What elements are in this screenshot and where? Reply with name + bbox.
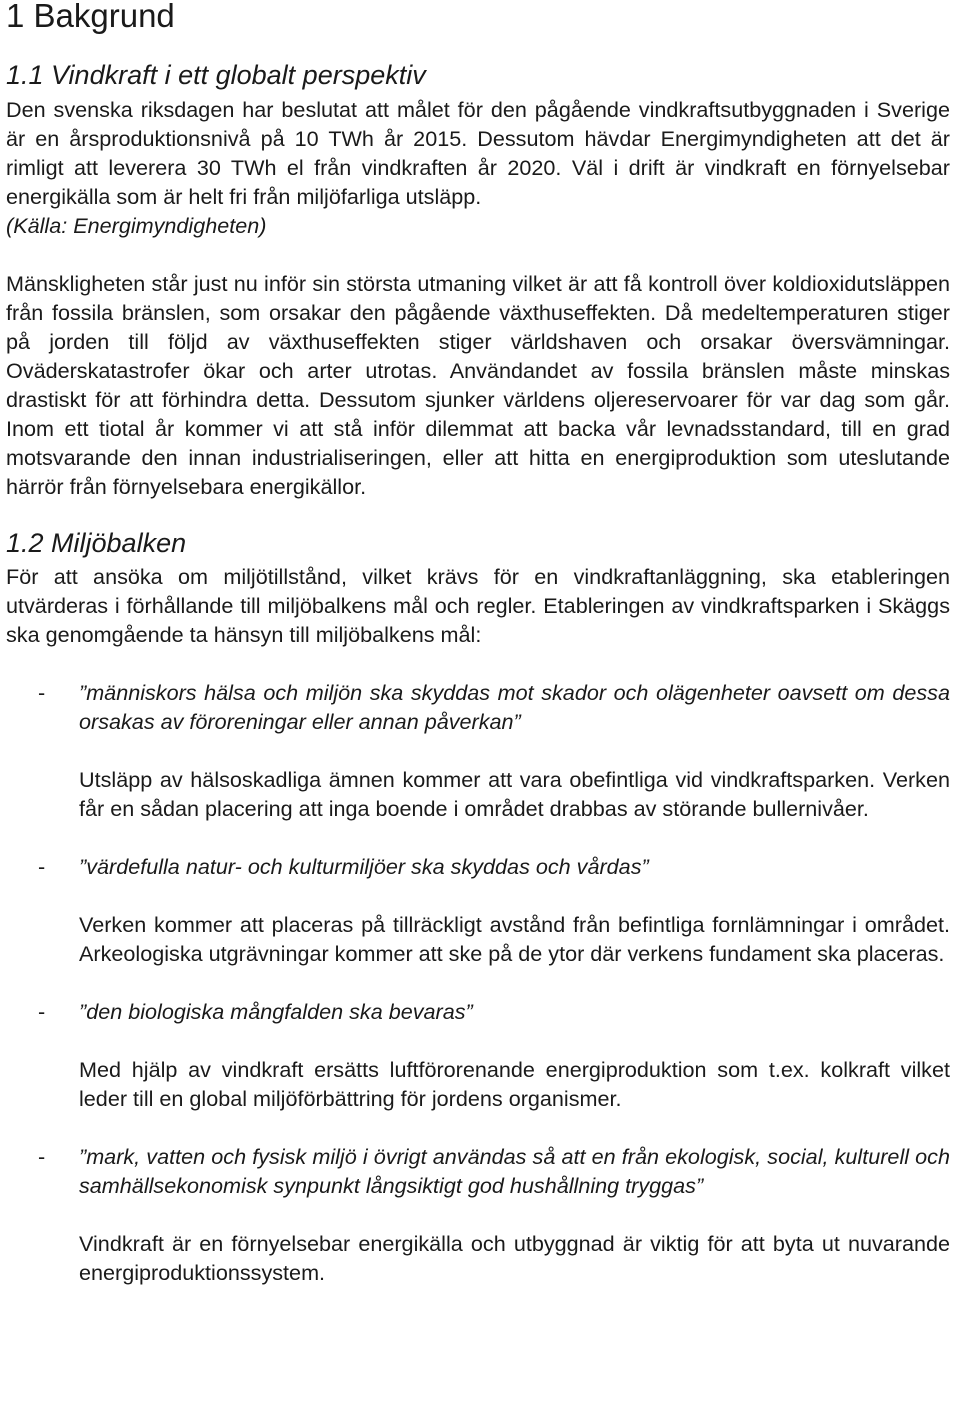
section-heading-global-perspective: 1.1 Vindkraft i ett globalt perspektiv bbox=[6, 60, 426, 90]
list-item bbox=[6, 852, 950, 968]
paragraph-climate-challenge: Mänskligheten står just nu inför sin största utmaning vilket är att få kontroll över koldioxidutsläppen från fossila bränslen, som orsakar den pågående växthuseffekten. Då medeltemperaturen stiger på jorden till följd av växthuseffekten stiger världshaven och orsakar översvämningar. Oväderskatastrofer ökar och arter utrotas. Användandet av fossila bränslen måste minskas drastiskt för att förhindra detta. Dessutom sjunker världens oljereservoarer för var dag som går. Inom ett tiotal år kommer vi att stå inför dilemmat att backa vår levnadsstandard, till en grad motsvarande den innan industrialiseringen, eller att hitta en energiproduktion som uteslutande härrör från förnyelsebara energikällor. bbox=[6, 271, 950, 499]
goal-quote: ”mark, vatten och fysisk miljö i övrigt användas så att en från ekologisk, social, kulturell och samhällsekonomisk synpunkt långsiktigt god hushållning tryggas” bbox=[79, 1144, 950, 1198]
goal-quote: ”värdefulla natur- och kulturmiljöer ska skyddas och vårdas” bbox=[79, 854, 649, 879]
goal-description: Utsläpp av hälsoskadliga ämnen kommer att vara obefintliga vid vindkraftsparken. Verken får en sådan placering att inga boende i området drabbas av störande bullernivåer. bbox=[79, 767, 950, 821]
bullet-dash: - bbox=[38, 999, 46, 1024]
list-item bbox=[6, 997, 950, 1113]
section-heading-miljobalken: 1.2 Miljöbalken bbox=[6, 528, 187, 558]
bullet-dash: - bbox=[38, 854, 46, 879]
goal-description: Verken kommer att placeras på tillräckligt avstånd från befintliga fornlämningar i området. Arkeologiska utgrävningar kommer att ske på de ytor där verkens fundament ska placeras. bbox=[79, 912, 950, 966]
goals-list bbox=[6, 678, 950, 1287]
paragraph-wind-targets: Den svenska riksdagen har beslutat att målet för den pågående vindkraftsutbyggnaden i Sverige är en årsproduktionsnivå på 10 TWh år 2015. Dessutom hävdar Energimyndigheten att det är rimligt att leverera 30 TWh el från vindkraften år 2020. Väl i drift är vindkraft en förnyelsebar energikälla som är helt fri från miljöfarliga utsläpp. bbox=[6, 97, 950, 209]
goal-quote: ”den biologiska mångfalden ska bevaras” bbox=[79, 999, 473, 1024]
goal-quote: ”människors hälsa och miljön ska skyddas mot skador och olägenheter oavsett om dessa orsakas av föroreningar eller annan påverkan” bbox=[79, 680, 950, 734]
list-item bbox=[6, 678, 950, 823]
source-citation: (Källa: Energimyndigheten) bbox=[6, 213, 267, 238]
chapter-heading: 1 Bakgrund bbox=[6, 0, 175, 34]
paragraph-permit-intro: För att ansöka om miljötillstånd, vilket krävs för en vindkraftanläggning, ska etableringen utvärderas i förhållande till miljöbalkens mål och regler. Etableringen av vindkraftsparken i Skäggs ska genomgående ta hänsyn till miljöbalkens mål: bbox=[6, 564, 950, 647]
goal-description: Med hjälp av vindkraft ersätts luftförorenande energiproduktion som t.ex. kolkraft vilket leder till en global miljöförbättring för jordens organismer. bbox=[79, 1057, 950, 1111]
goal-description: Vindkraft är en förnyelsebar energikälla och utbyggnad är viktig för att byta ut nuvarande energiproduktionssystem. bbox=[79, 1231, 950, 1285]
bullet-dash: - bbox=[38, 1144, 46, 1169]
bullet-dash: - bbox=[38, 680, 46, 705]
list-item bbox=[6, 1142, 950, 1287]
